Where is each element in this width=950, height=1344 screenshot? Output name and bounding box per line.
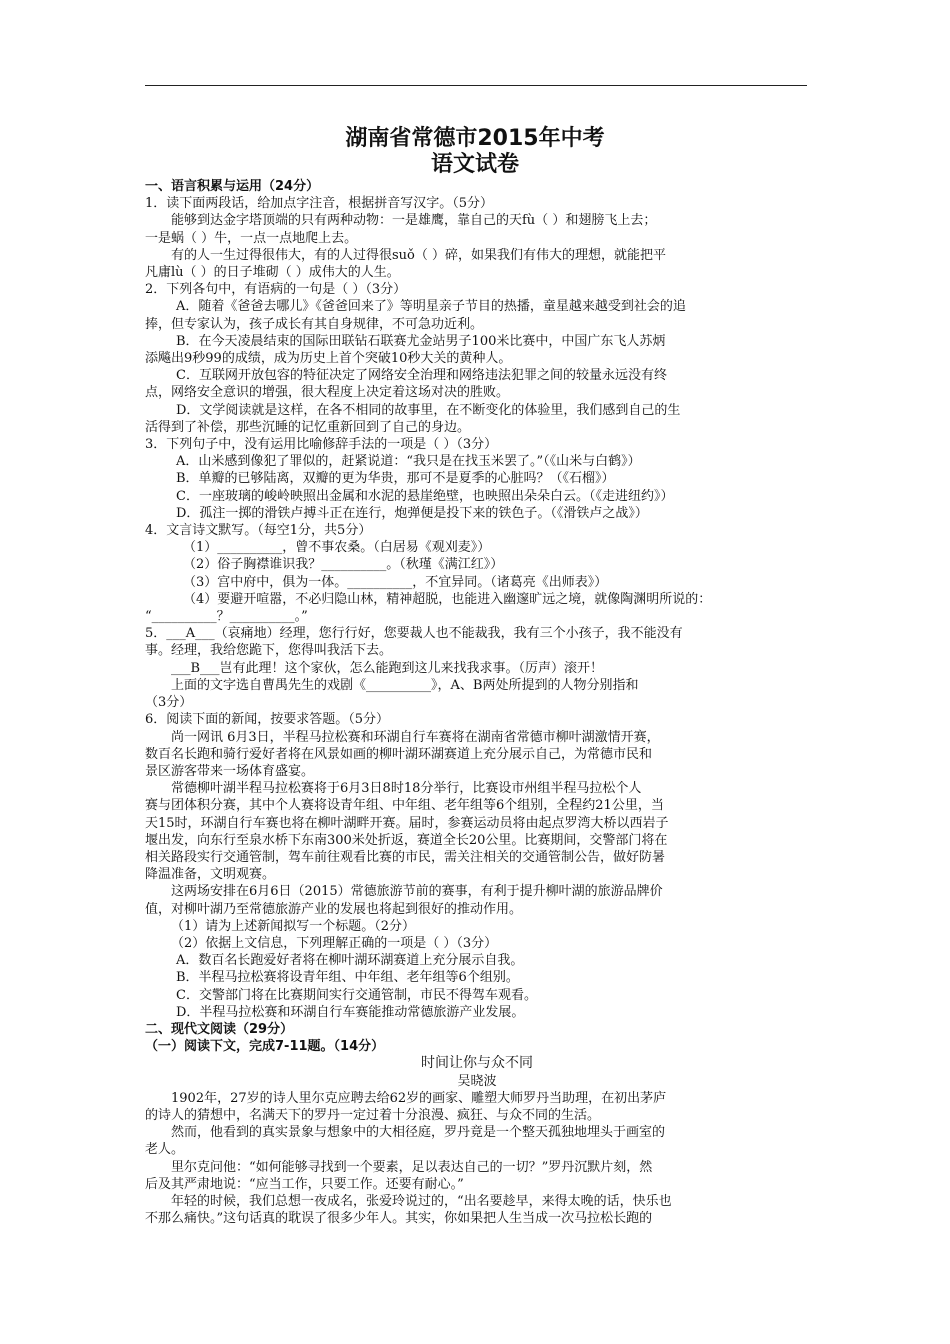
text-line: 添飚出9秒99的成绩，成为历史上首个突破10秒大关的黄种人。 (145, 351, 512, 367)
text-line: C．交警部门将在比赛期间实行交通管制，市民不得驾车观看。 (176, 987, 537, 1003)
text-line: 景区游客带来一场体育盛宴。 (145, 763, 315, 779)
text-line: （3）宫中府中，俱为一体。__________，不宜异同。（诸葛亮《出师表》） (183, 574, 608, 590)
text-line: 捧，但专家认为，孩子成长有其自身规律，不可急功近利。 (145, 316, 484, 332)
text-line: （3分） (145, 695, 193, 711)
text-line: C．一座玻璃的峻岭映照出金属和水泥的悬崖绝壁，也映照出朵朵白云。（《走进纽约》） (176, 488, 674, 504)
text-line: 吴晓波 (457, 1073, 497, 1089)
text-line: （2）依据上文信息，下列理解正确的一项是（ ）（3分） (171, 935, 498, 951)
text-line: 活得到了补偿，那些沉睡的记忆重新回到了自己的身边。 (145, 419, 471, 435)
text-line: 一是蜗（ ）牛，一点一点地爬上去。 (145, 230, 358, 246)
text-line: 3．下列句子中，没有运用比喻修辞手法的一项是（ ）（3分） (145, 437, 498, 453)
text-line: D．文学阅读就是这样，在各不相同的故事里，在不断变化的体验里，我们感到自己的生 (176, 402, 681, 418)
text-line: D．孤注一掷的滑铁卢搏斗正在连行，炮弹便是投下来的铁色子。（《滑铁卢之战》） (176, 505, 648, 521)
text-line: 4．文言诗文默写。（每空1分，共5分） (145, 523, 372, 539)
text-line: 值，对柳叶湖乃至常德旅游产业的发展也将起到很好的推动作用。 (145, 901, 523, 917)
text-line: B．在今天凌晨结束的国际田联钻石联赛尤金站男子100米比赛中，中国广东飞人苏炳 (176, 333, 666, 349)
exam-title: 湖南省常德市2015年中考 (345, 126, 605, 151)
text-line: （1）__________，曾不事农桑。（白居易《观刈麦》） (183, 540, 491, 556)
text-line: 数百名长跑和骑行爱好者将在风景如画的柳叶湖环湖赛道上充分展示自己，为常德市民和 (145, 746, 653, 762)
text-line: 有的人一生过得很伟大，有的人过得很suǒ（ ）碎，如果我们有伟大的理想，就能把平 (171, 247, 667, 263)
top-rule (145, 85, 807, 86)
text-line: 时间让你与众不同 (421, 1055, 533, 1072)
text-line: ___B___岂有此理！这个家伙，怎么能跑到这儿来找我求事。（厉声）滚开！ (171, 660, 604, 676)
text-line: 赛与团体积分赛，其中个人赛将设青年组、中年组、老年组等6个组别，全程约21公里，当 (145, 798, 664, 814)
text-line: 里尔克问他：“如何能够寻找到一个要素，足以表达自己的一切？”罗丹沉默片刻，然 (171, 1159, 653, 1175)
text-line: （4）要避开喧嚣，不必归隐山林，精神超脱，也能进入幽邃旷远之境，就像陶渊明所说的： (183, 591, 712, 607)
text-line: 能够到达金字塔顶端的只有两种动物：一是雄鹰，靠自己的天fù（ ）和翅膀飞上去； (171, 213, 657, 229)
document-body (145, 178, 809, 1227)
exam-subtitle: 语文试卷 (430, 152, 519, 177)
text-line: 事。经理，我给您跪下，您得叫我活下去。 (145, 643, 393, 659)
text-line: 老人。 (145, 1142, 185, 1158)
text-line: 不那么痛快。”这句话真的耽误了很多少年人。其实，你如果把人生当成一次马拉松长跑的 (145, 1211, 653, 1227)
text-line: D．半程马拉松赛和环湖自行车赛能推动常德旅游产业发展。 (176, 1004, 525, 1020)
text-line: 点，网络安全意识的增强，很大程度上决定着这场对决的胜败。 (145, 385, 510, 401)
text-line: 2．下列各句中，有语病的一句是（ ）（3分） (145, 282, 407, 298)
text-line: A．山米感到像犯了罪似的，赶紧说道：“我只是在找玉米罢了。”（《山米与白鹤》） (176, 454, 641, 470)
text-line: 5．___A___（哀痛地）经理，您行行好，您要裁人也不能裁我，我有三个小孩子，我不能没有 (145, 626, 683, 642)
text-line: 这两场安排在6月6日（2015）常德旅游节前的赛事，有利于提升柳叶湖的旅游品牌价 (171, 884, 663, 900)
text-line: B．单瓣的已够陆离，双瓣的更为华贵，那可不是夏季的心脏吗？（《石榴》） (176, 471, 615, 487)
text-line: 凡庸lù（ ）的日子堆砌（ ）成伟大的人生。 (145, 265, 400, 281)
text-line: 1902年，27岁的诗人里尔克应聘去给62岁的画家、雕塑大师罗丹当助理，在初出茅庐 (171, 1090, 667, 1106)
text-line: 尚一网讯 6月3日，半程马拉松赛和环湖自行车赛将在湖南省常德市柳叶湖激情开赛， (171, 729, 660, 745)
text-line: A．数百名长跑爱好者将在柳叶湖环湖赛道上充分展示自我。 (176, 953, 524, 969)
text-line: C．互联网开放包容的特征决定了网络安全治理和网络违法犯罪之间的较量永远没有终 (176, 368, 667, 384)
text-line: 1．读下面两段话，给加点字注音，根据拼音写汉字。（5分） (145, 196, 494, 212)
text-line: 堰出发，向东行至泉水桥下东南300米处折返，赛道全长20公里。比赛期间，交警部门将在 (145, 832, 668, 848)
text-line: 降温准备，文明观赛。 (145, 867, 276, 883)
text-line: A．随着《爸爸去哪儿》《爸爸回来了》等明星亲子节目的热播，童星越来越受到社会的追 (176, 299, 686, 315)
text-line: 上面的文字选自曹禺先生的戏剧《__________》，A、B两处所提到的人物分别指和 (171, 677, 639, 693)
text-line: 天15时，环湖自行车赛也将在柳叶湖畔开赛。届时，参赛运动员将由起点罗湾大桥以西岩子 (145, 815, 669, 831)
text-line: 年轻的时候，我们总想一夜成名，张爱玲说过的，“出名要趁早，来得太晚的话，快乐也 (171, 1193, 672, 1209)
section-heading: 二、现代文阅读（29分） (145, 1021, 294, 1037)
section-heading: 一、语言积累与运用（24分） (145, 179, 320, 194)
text-line: 相关路段实行交通管制，驾车前往观看比赛的市民，需关注相关的交通管制公告，做好防暑 (145, 849, 666, 865)
text-line: 6．阅读下面的新闻，按要求答题。（5分） (145, 712, 390, 728)
text-line: 常德柳叶湖半程马拉松赛将于6月3日8时18分举行，比赛设市州组半程马拉松个人 (171, 781, 642, 797)
section-heading: （一）阅读下文，完成7-11题。（14分） (145, 1039, 385, 1055)
text-line: 后及其严肃地说：“应当工作，只要工作。还要有耐心。” (145, 1176, 464, 1192)
text-line: （2）俗子胸襟谁识我？__________。（秋瑾《满江红》） (183, 557, 504, 573)
text-line: （1）请为上述新闻拟写一个标题。（2分） (171, 918, 416, 934)
text-line: “__________？__________。” (145, 609, 308, 625)
text-line: B．半程马拉松赛将设青年组、中年组、老年组等6个组别。 (176, 970, 519, 986)
text-line: 的诗人的猜想中，名满天下的罗丹一定过着十分浪漫、疯狂、与众不同的生活。 (145, 1107, 601, 1123)
text-line: 然而，他看到的真实景象与想象中的大相径庭，罗丹竟是一个整天孤独地埋头于画室的 (171, 1125, 666, 1141)
